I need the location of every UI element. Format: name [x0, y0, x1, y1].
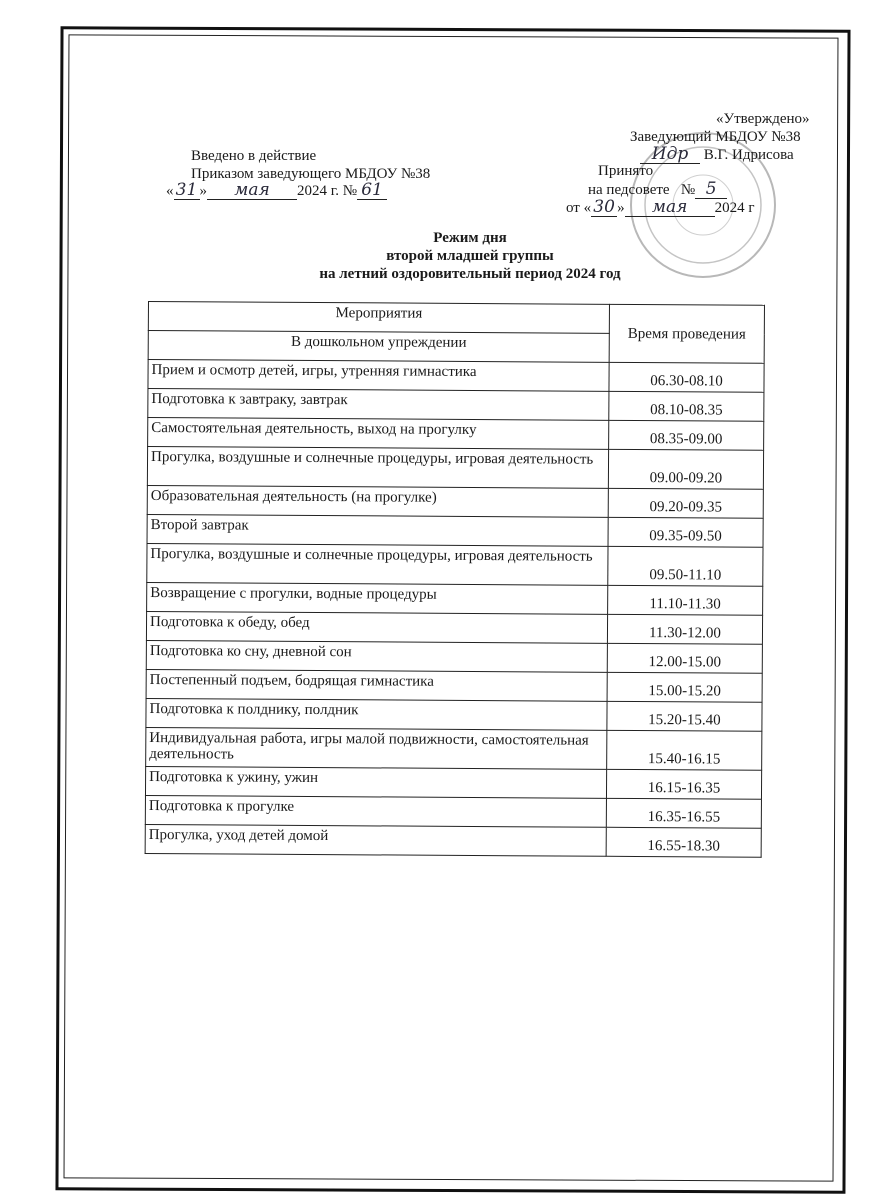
quote: »: [199, 183, 207, 199]
table-row: [145, 795, 761, 828]
table-row: [146, 727, 762, 770]
enacted-month: мая: [207, 182, 297, 200]
accepted-number: 5: [695, 181, 727, 199]
time-cell: 09.20-09.35: [608, 488, 763, 518]
section-label: В дошкольном упреждении: [148, 331, 609, 363]
approved-label: «Утверждено»: [716, 111, 810, 127]
activity-cell: Самостоятельная деятельность, выход на прогулку: [148, 418, 609, 450]
accepted-month: мая: [625, 199, 715, 217]
activity-cell: Возвращение с прогулки, водные процедуры: [147, 582, 608, 614]
table-row: [148, 360, 764, 393]
enacted-day: 31: [174, 182, 200, 200]
table-row: [147, 447, 763, 490]
activity-cell: Подготовка к ужину, ужин: [145, 766, 606, 798]
activity-cell: Подготовка к полднику, полдник: [146, 698, 607, 730]
accepted-date: [566, 199, 755, 217]
time-cell: 11.10-11.30: [608, 585, 763, 615]
time-cell: 09.00-09.20: [608, 449, 763, 489]
activity-cell: Подготовка к завтраку, завтрак: [148, 389, 609, 421]
table-row: [148, 418, 764, 451]
enacted-number: 61: [357, 182, 387, 200]
table-row: [146, 669, 762, 702]
activity-cell: Прогулка, воздушные и солнечные процедуры, игровая деятельность: [147, 543, 608, 585]
time-cell: 15.20-15.40: [607, 701, 762, 731]
time-cell: 16.35-16.55: [606, 798, 761, 828]
signature: Идр: [640, 146, 700, 164]
time-cell: 08.10-08.35: [609, 391, 764, 421]
enacted-year: 2024 г. №: [297, 183, 358, 199]
table-row: [146, 611, 762, 644]
table-row: [148, 389, 764, 422]
table-row: [146, 640, 762, 673]
activity-cell: Прием и осмотр детей, игры, утренняя гимнастика: [148, 360, 609, 392]
from-label: от «: [566, 200, 592, 216]
accepted-line1: Принято: [598, 163, 654, 179]
time-cell: 08.35-09.00: [609, 420, 764, 450]
activity-cell: Второй завтрак: [147, 514, 608, 546]
header-time: Время проведения: [609, 304, 764, 363]
number-label: №: [680, 182, 696, 198]
activity-cell: Образовательная деятельность (на прогулке): [147, 485, 608, 517]
time-cell: 15.00-15.20: [607, 672, 762, 702]
accepted-year: 2024 г: [714, 200, 755, 216]
time-cell: 09.50-11.10: [608, 546, 763, 586]
activity-cell: Индивидуальная работа, игры малой подвижности, самостоятельная деятельность: [146, 727, 607, 769]
header-activity: Мероприятия: [148, 302, 609, 334]
table-row: [147, 543, 763, 586]
approval-head-title: Заведующий МБДОУ №38: [630, 129, 801, 145]
accepted-day: 30: [591, 199, 617, 217]
quote: «: [166, 183, 174, 199]
table-row: [147, 582, 763, 615]
schedule-table: [145, 301, 765, 858]
table-row: [146, 698, 762, 731]
time-cell: 15.40-16.15: [607, 730, 762, 770]
enacted-date: [166, 182, 387, 200]
quote: »: [617, 200, 625, 216]
time-cell: 06.30-08.10: [609, 362, 764, 392]
enacted-line1: Введено в действие: [191, 148, 317, 164]
time-cell: 09.35-09.50: [608, 517, 763, 547]
table-row: [147, 485, 763, 518]
title-line3: на летний оздоровительный период 2024 год: [319, 266, 621, 282]
enacted-line2: Приказом заведующего МБДОУ №38: [191, 166, 431, 182]
time-cell: 16.15-16.35: [606, 769, 761, 799]
activity-cell: Подготовка ко сну, дневной сон: [146, 640, 607, 672]
table-header-row: [148, 302, 764, 335]
title-line2: второй младшей группы: [386, 248, 554, 264]
time-cell: 16.55-18.30: [606, 827, 761, 857]
table-row: [147, 514, 763, 547]
accepted-meeting: на педсовете: [588, 182, 670, 198]
activity-cell: Прогулка, уход детей домой: [145, 824, 606, 856]
activity-cell: Подготовка к прогулке: [145, 795, 606, 827]
activity-cell: Подготовка к обеду, обед: [146, 611, 607, 643]
time-cell: 11.30-12.00: [607, 614, 762, 644]
activity-cell: Прогулка, воздушные и солнечные процедуры, игровая деятельность: [147, 447, 608, 489]
approval-head-name: В.Г. Идрисова: [703, 147, 794, 163]
title-line1: Режим дня: [433, 230, 507, 246]
activity-cell: Постепенный подъем, бодрящая гимнастика: [146, 669, 607, 701]
time-cell: 12.00-15.00: [607, 643, 762, 673]
table-row: [145, 824, 761, 857]
table-row: [145, 766, 761, 799]
